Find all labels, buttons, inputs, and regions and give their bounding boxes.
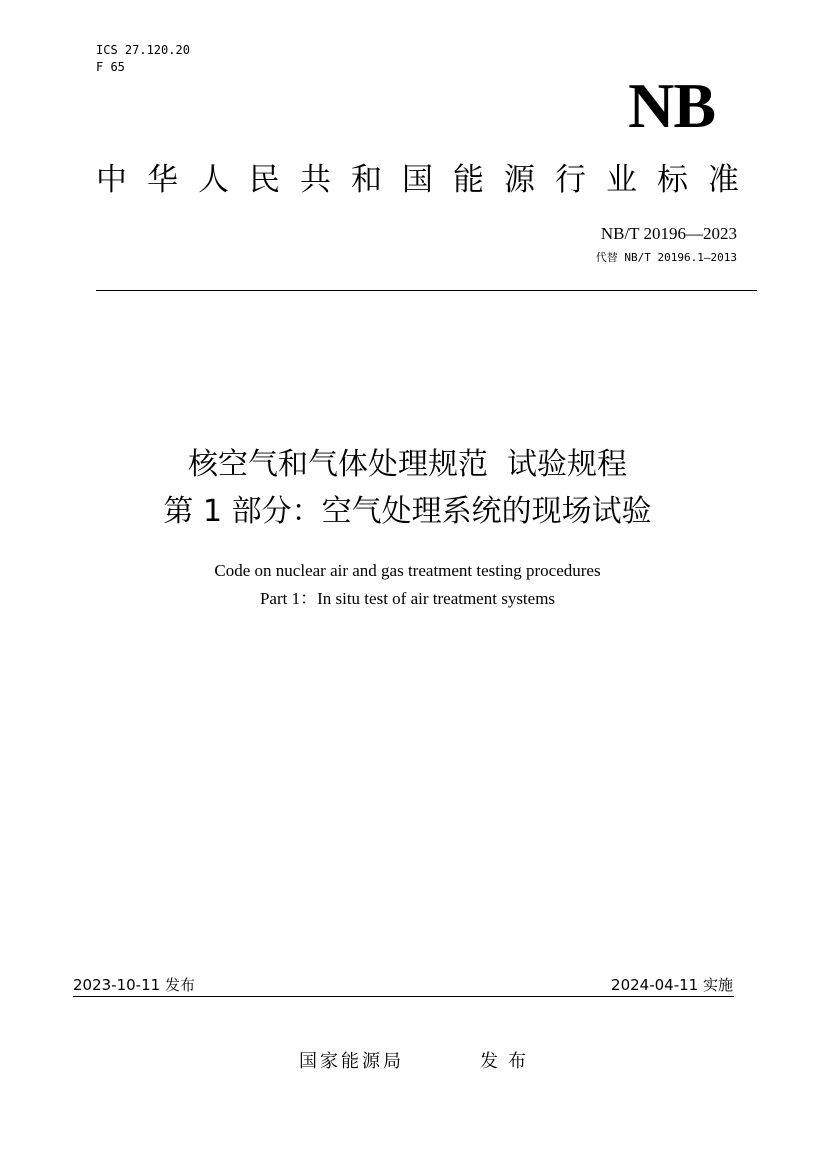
issue-date: 2023-10-11 发布 xyxy=(73,976,195,994)
nb-logo: NB xyxy=(628,70,715,141)
classification-codes xyxy=(96,42,190,76)
header-divider xyxy=(96,290,757,291)
issuing-authority: 国家能源局 xyxy=(299,1051,404,1072)
replaces-standard: 代替 NB/T 20196.1—2013 xyxy=(595,251,737,264)
issued-label: 发布 xyxy=(480,1051,536,1072)
title-en-line1: Code on nuclear air and gas treatment testing procedures xyxy=(214,561,601,580)
title-en-line2: Part 1：In situ test of air treatment systems xyxy=(259,589,556,608)
standard-number: NB/T 20196—2023 xyxy=(600,224,737,243)
implementation-date: 2024-04-11 实施 xyxy=(611,976,733,994)
title-cn-line2: 第 1 部分：空气处理系统的现场试验 xyxy=(163,494,652,529)
standard-category: 中华人民共和国能源行业标准 xyxy=(96,162,759,198)
ccs-code: F 65 xyxy=(96,60,125,74)
title-cn-line1: 核空气和气体处理规范 试验规程 xyxy=(187,447,628,482)
ics-code: ICS 27.120.20 xyxy=(96,43,190,57)
footer-divider xyxy=(73,996,734,997)
